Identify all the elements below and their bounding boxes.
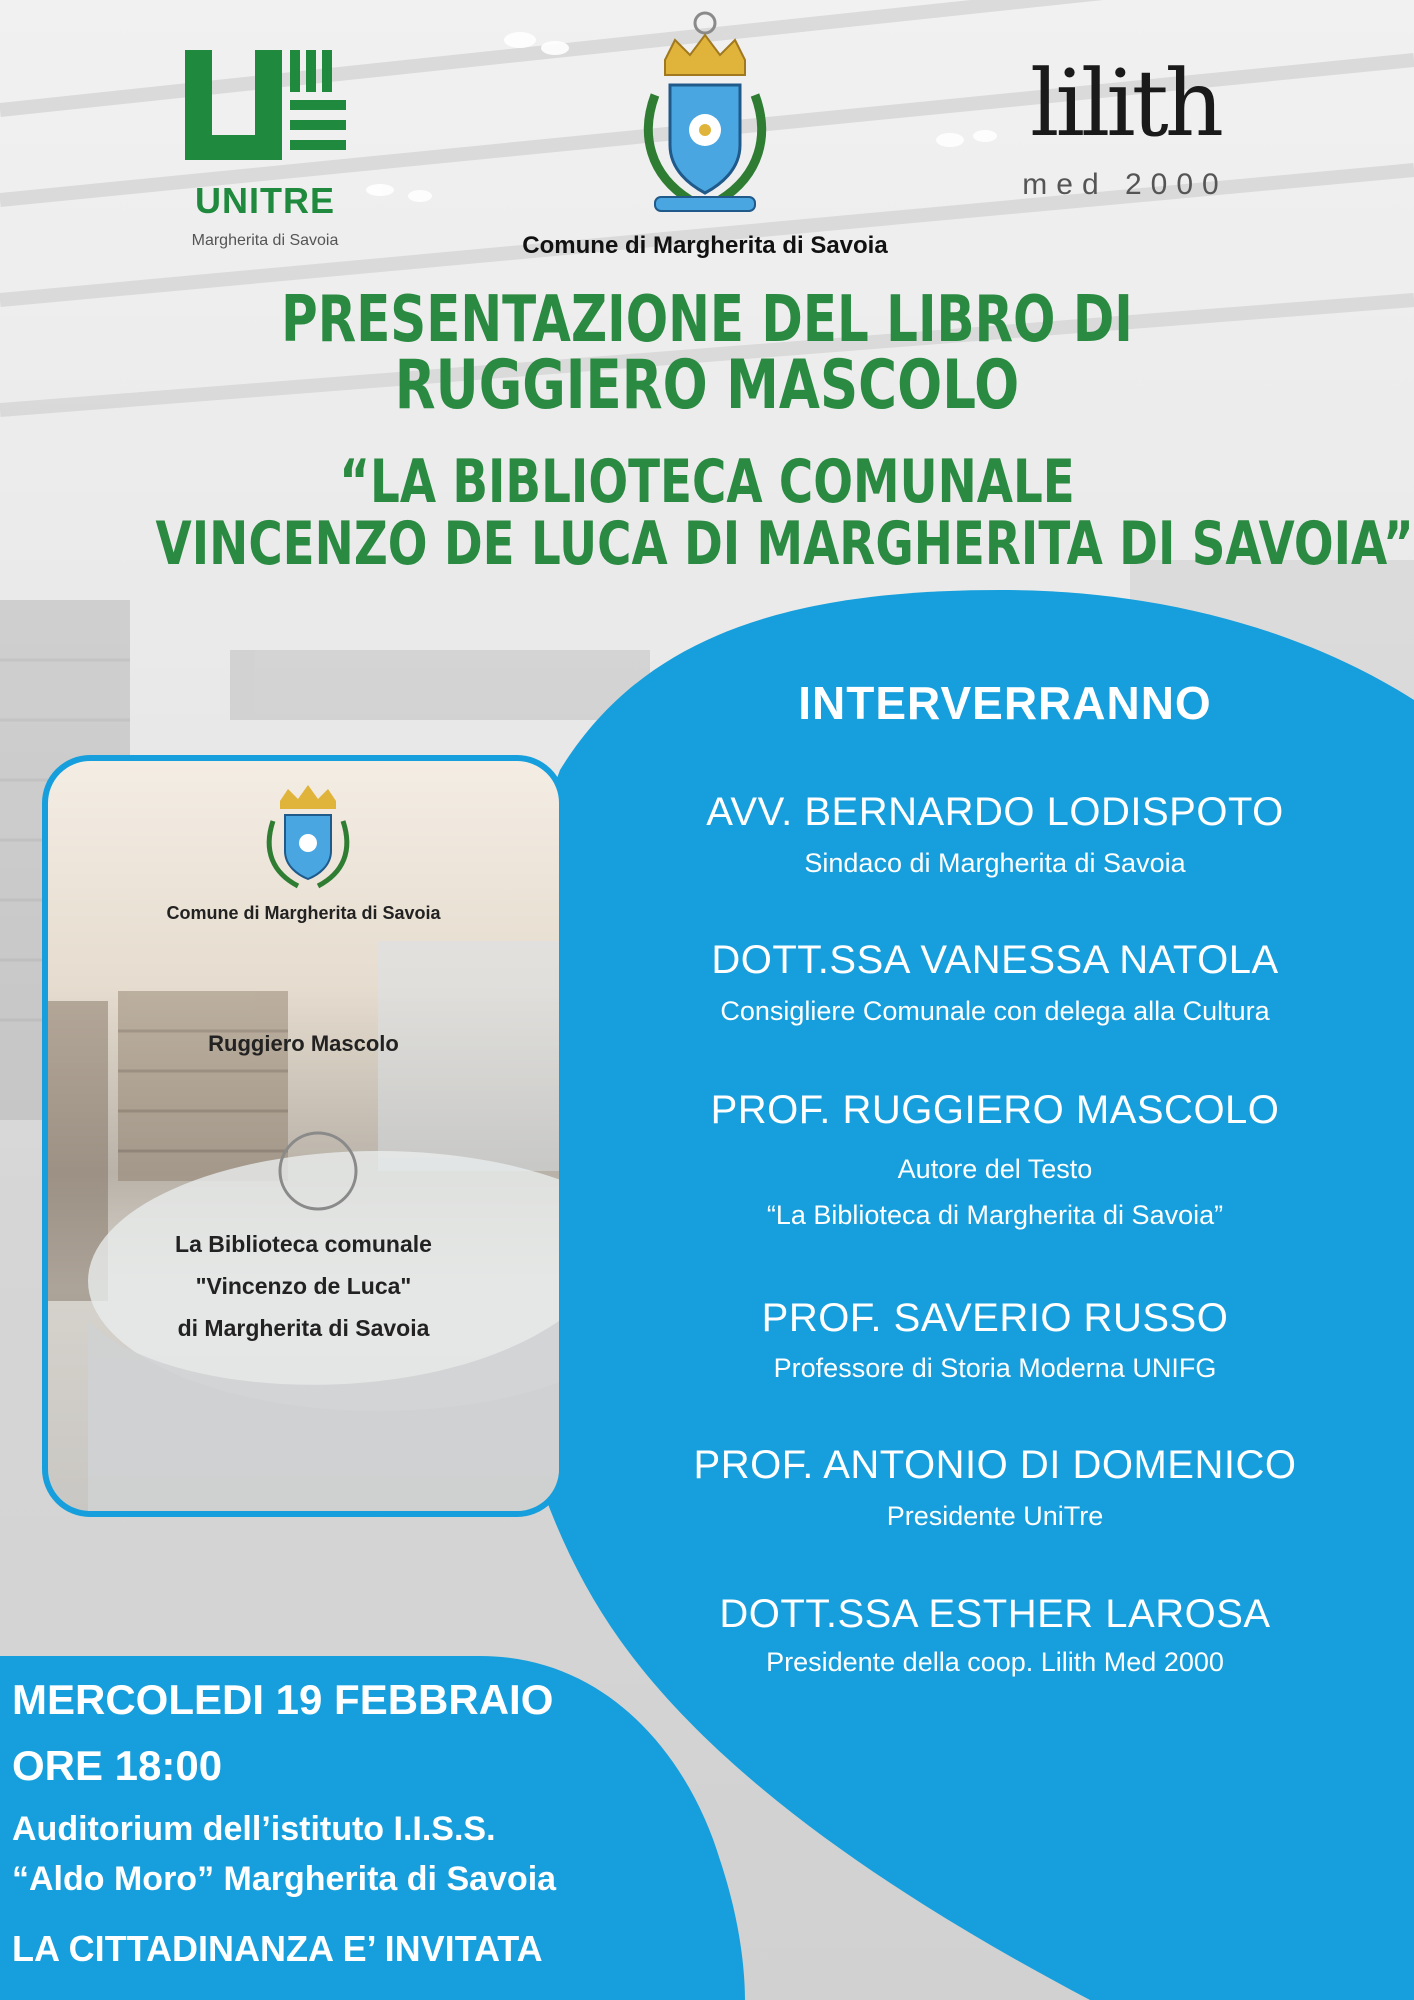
lilith-logo-word: lilith	[1030, 50, 1220, 157]
unitre-name: UNITRE	[195, 180, 335, 221]
event-time: ORE 18:00	[12, 1742, 223, 1789]
speakers-heading: INTERVERRANNO	[798, 677, 1212, 729]
book-cover	[42, 755, 565, 1517]
speaker-1-name: AVV. BERNARDO LODISPOTO	[706, 790, 1284, 834]
speaker-1-role: Sindaco di Margherita di Savoia	[804, 848, 1186, 878]
speaker-6-role: Presidente della coop. Lilith Med 2000	[766, 1647, 1224, 1677]
heading-line-4: VINCENZO DE LUCA DI MARGHERITA DI SAVOIA”	[155, 509, 1414, 579]
speaker-3-name: PROF. RUGGIERO MASCOLO	[710, 1088, 1280, 1132]
lilith-logo-subtitle: med 2000	[1022, 168, 1228, 201]
book-title-line-3: di Margherita di Savoia	[177, 1315, 430, 1341]
event-date: MERCOLEDI 19 FEBBRAIO	[12, 1676, 554, 1723]
speaker-4-name: PROF. SAVERIO RUSSO	[761, 1296, 1229, 1340]
speaker-5-name: PROF. ANTONIO DI DOMENICO	[693, 1443, 1297, 1487]
event-invite: LA CITTADINANZA E’ INVITATA	[12, 1928, 543, 1969]
speaker-3-role-2: “La Biblioteca di Margherita di Savoia”	[766, 1200, 1224, 1230]
speaker-4-role: Professore di Storia Moderna UNIFG	[773, 1353, 1217, 1383]
book-title-line-1: La Biblioteca comunale	[175, 1231, 432, 1257]
comune-title: Comune di Margherita di Savoia	[522, 232, 888, 259]
unitre-subtitle: Margherita di Savoia	[191, 232, 339, 249]
book-author: Ruggiero Mascolo	[208, 1031, 399, 1056]
speaker-2-name: DOTT.SSA VANESSA NATOLA	[711, 938, 1279, 982]
book-title-line-2: "Vincenzo de Luca"	[195, 1273, 412, 1299]
speaker-3-role: Autore del Testo	[897, 1154, 1093, 1184]
speaker-2-role: Consigliere Comunale con delega alla Cultura	[720, 996, 1270, 1026]
heading-line-1: PRESENTAZIONE DEL LIBRO DI	[281, 283, 1133, 357]
comune-crest-icon	[620, 5, 790, 230]
book-cover-image	[48, 761, 559, 1511]
heading-line-3: “LA BIBLIOTECA COMUNALE	[339, 447, 1075, 517]
book-comune: Comune di Margherita di Savoia	[166, 903, 441, 923]
heading-line-2: RUGGIERO MASCOLO	[394, 346, 1020, 425]
event-location-line-2: “Aldo Moro” Margherita di Savoia	[12, 1860, 557, 1898]
event-location-line-1: Auditorium dell’istituto I.I.S.S.	[12, 1810, 496, 1848]
unitre-logo-icon	[150, 40, 380, 260]
speaker-5-role: Presidente UniTre	[886, 1501, 1104, 1531]
speaker-6-name: DOTT.SSA ESTHER LAROSA	[719, 1592, 1271, 1636]
